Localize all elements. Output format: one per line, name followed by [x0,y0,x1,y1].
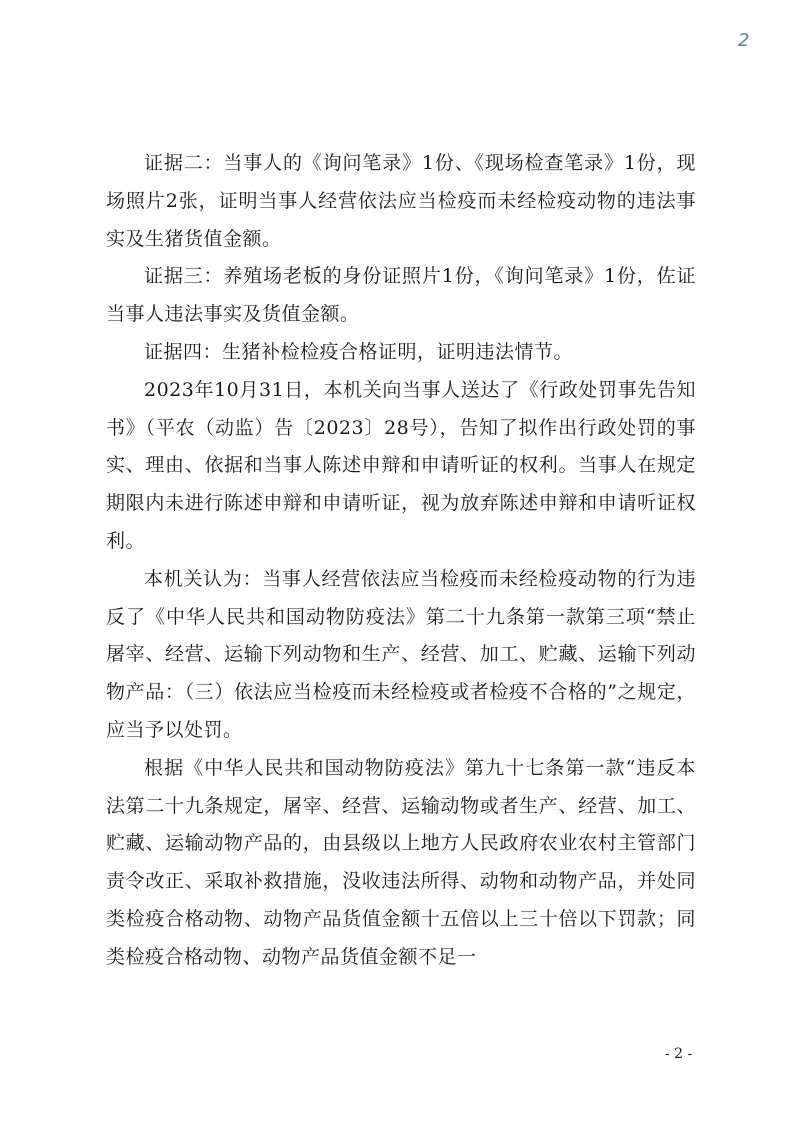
paragraph-evidence-three: 证据三：养殖场老板的身份证照片1份，《询问笔录》1份，佐证当事人违法事实及货值金额。 [106,265,696,326]
paragraph-agency-finding: 本机关认为：当事人经营依法应当检疫而未经检疫动物的行为违反了《中华人民共和国动物防疫法》第二十九条第一款第三项“禁止屠宰、经营、运输下列动物和生产、经营、加工、贮藏、运输下列动物产品：（三）依法应当检疫而未经检疫或者检疫不合格的”之规定，应当予以处罚。 [106,567,696,741]
footer-page-number: - 2 - [665,1046,693,1062]
paragraph-evidence-two: 证据二：当事人的《询问笔录》1份、《现场检查笔录》1份，现场照片2张，证明当事人经营依法应当检疫而未经检疫动物的违法事实及生猪货值金额。 [106,152,696,250]
paragraph-notice-delivery: 2023年10月31日，本机关向当事人送达了《行政处罚事先告知书》（平农（动监）告〔2023〕28号），告知了拟作出行政处罚的事实、理由、依据和当事人陈述申辩和申请听证的权利。当事人在规定期限内未进行陈述申辩和申请听证，视为放弃陈述申辩和申请听证权利。 [106,378,696,552]
paragraph-legal-basis: 根据《中华人民共和国动物防疫法》第九十七条第一款“违反本法第二十九条规定，屠宰、经营、运输动物或者生产、经营、加工、贮藏、运输动物产品的，由县级以上地方人民政府农业农村主管部门责令改正、采取补救措施，没收违法所得、动物和动物产品，并处同类检疫合格动物、动物产品货值金额十五倍以上三十倍以下罚款；同类检疫合格动物、动物产品货值金额不足一 [106,756,696,968]
paragraph-evidence-four: 证据四：生猪补检检疫合格证明，证明违法情节。 [144,340,574,363]
handwritten-page-number: 2 [738,30,750,51]
document-body [106,145,696,977]
